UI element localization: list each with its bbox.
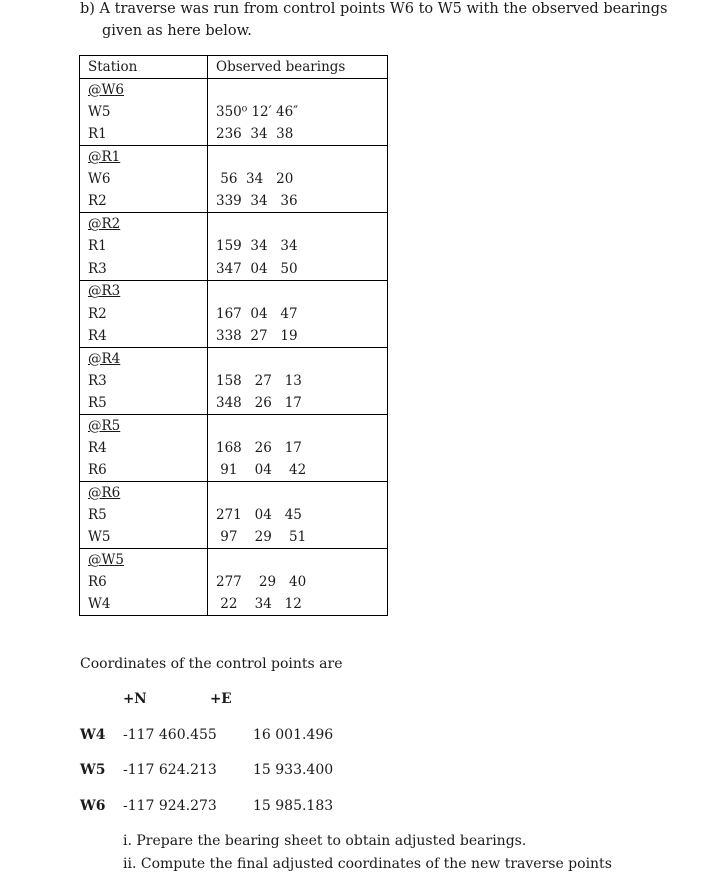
station-cell: R2 <box>80 302 208 324</box>
bearing-cell: 168 26 17 <box>208 437 388 459</box>
setup-station: @W5 <box>88 552 124 569</box>
bearing-cell: 56 34 20 <box>208 168 388 190</box>
observed-bearings-table <box>79 55 388 616</box>
northing-axis-label: +N <box>123 691 147 707</box>
station-cell: R4 <box>80 437 208 459</box>
bearing-cell: 347 04 50 <box>208 258 388 280</box>
northing-value: -117 460.455 <box>123 727 217 743</box>
coordinates-title: Coordinates of the control points are <box>80 656 343 672</box>
northing-value: -117 924.273 <box>123 798 217 814</box>
station-cell: R1 <box>80 235 208 257</box>
point-name: W4 <box>80 727 106 743</box>
bearing-cell: 338 27 19 <box>208 325 388 347</box>
bearing-cell: 236 34 38 <box>208 123 388 145</box>
point-name: W5 <box>80 762 106 778</box>
station-cell: W4 <box>80 593 208 615</box>
station-cell: R5 <box>80 504 208 526</box>
setup-station: @R2 <box>88 216 121 233</box>
station-cell: R3 <box>80 370 208 392</box>
bearing-cell: 158 27 13 <box>208 370 388 392</box>
bearing-cell: 91 04 42 <box>208 459 388 481</box>
station-header: Station <box>80 56 208 79</box>
question-line-2: given as here below. <box>102 23 252 39</box>
station-cell: R2 <box>80 190 208 212</box>
bearings-header: Observed bearings <box>208 56 388 79</box>
station-cell: R5 <box>80 392 208 414</box>
station-cell: W5 <box>80 526 208 548</box>
station-cell: R4 <box>80 325 208 347</box>
bearing-cell: 350⁰ 12′ 46″ <box>208 101 388 123</box>
easting-axis-label: +E <box>210 691 232 707</box>
station-cell: R6 <box>80 459 208 481</box>
northing-value: -117 624.213 <box>123 762 217 778</box>
bearing-cell: 22 34 12 <box>208 593 388 615</box>
bearing-cell: 97 29 51 <box>208 526 388 548</box>
easting-value: 15 933.400 <box>253 762 334 778</box>
question-line-1: b) A traverse was run from control points W6 to W5 with the observed bearings <box>80 1 668 17</box>
setup-station: @W6 <box>88 81 124 98</box>
station-cell: W6 <box>80 168 208 190</box>
table-body <box>80 79 388 616</box>
task-1: i. Prepare the bearing sheet to obtain adjusted bearings. <box>123 833 527 849</box>
setup-station: @R6 <box>88 484 121 501</box>
bearing-cell: 277 29 40 <box>208 571 388 593</box>
task-2: ii. Compute the final adjusted coordinates of the new traverse points <box>123 856 612 872</box>
station-cell: R3 <box>80 258 208 280</box>
point-name: W6 <box>80 798 106 814</box>
setup-station: @R1 <box>88 149 121 166</box>
setup-station: @R5 <box>88 417 121 434</box>
bearing-cell: 159 34 34 <box>208 235 388 257</box>
station-cell: W5 <box>80 101 208 123</box>
station-cell: R1 <box>80 123 208 145</box>
bearing-cell: 339 34 36 <box>208 190 388 212</box>
bearing-cell: 271 04 45 <box>208 504 388 526</box>
bearing-cell: 348 26 17 <box>208 392 388 414</box>
station-cell: R6 <box>80 571 208 593</box>
setup-station: @R3 <box>88 283 121 300</box>
setup-station: @R4 <box>88 350 121 367</box>
easting-value: 15 985.183 <box>253 798 334 814</box>
bearing-cell: 167 04 47 <box>208 302 388 324</box>
easting-value: 16 001.496 <box>253 727 334 743</box>
